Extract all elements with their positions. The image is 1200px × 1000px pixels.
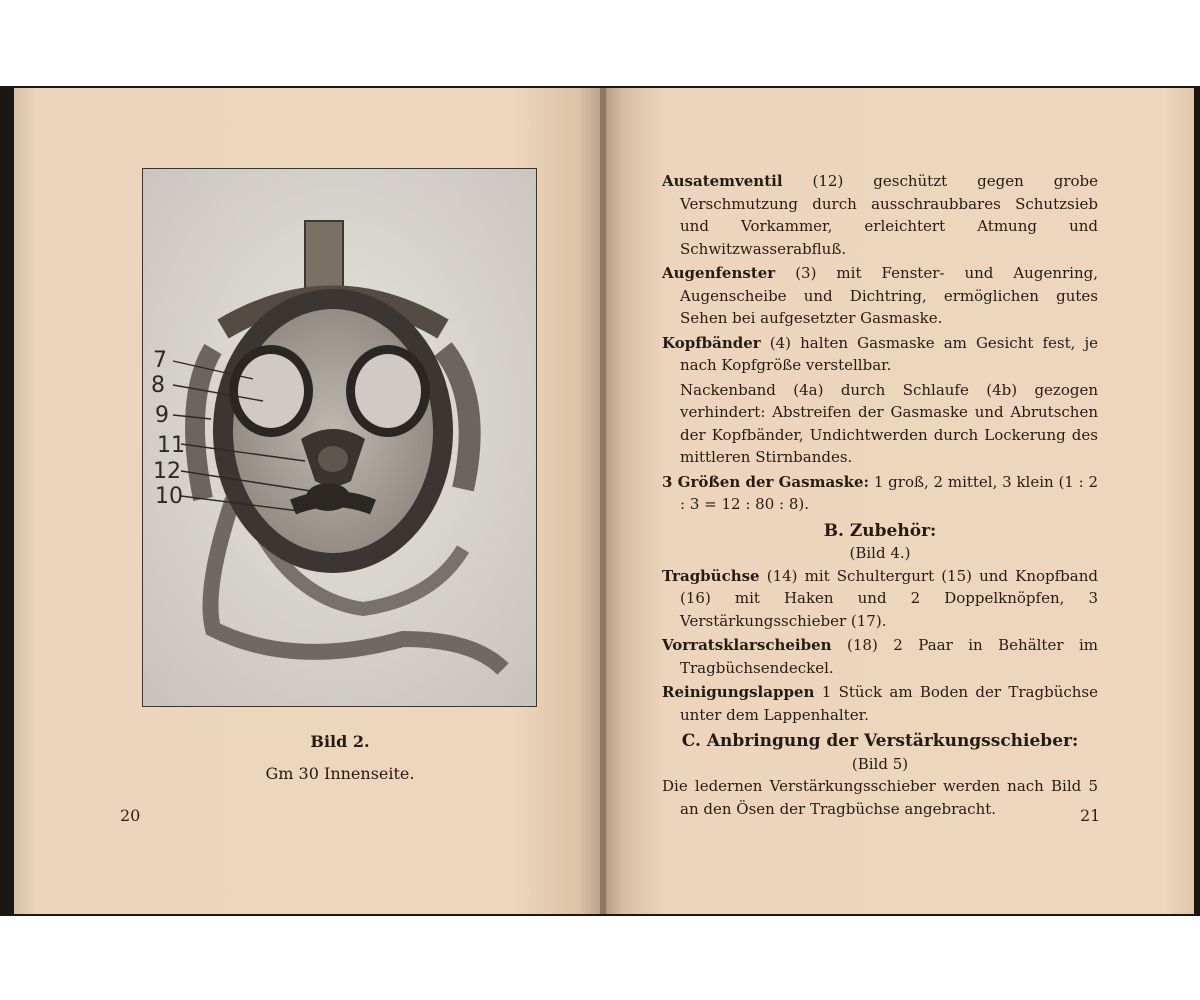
figure-caption-subtitle: Gm 30 Innenseite. bbox=[265, 764, 415, 783]
figure-label: 10 bbox=[155, 484, 183, 509]
paragraph-text: (18) 2 Paar in Behälter im Tragbüchsendeckel. bbox=[680, 636, 1098, 677]
paragraph-ausatemventil bbox=[662, 170, 1098, 260]
gas-mask-photo bbox=[142, 168, 537, 707]
right-page-text bbox=[662, 170, 1098, 822]
paragraph-text: 1 groß, 2 mittel, 3 klein (1 : 2 : 3 = 12 : 80 : 8). bbox=[680, 472, 1098, 513]
paragraph-nackenband bbox=[662, 379, 1098, 469]
paragraph-augenfenster bbox=[662, 262, 1098, 330]
section-b-subheading: (Bild 4.) bbox=[849, 544, 911, 562]
term: Kopfbänder bbox=[662, 333, 761, 352]
paragraph-text: (3) mit Fenster- und Augenring, Augenscheibe und Dichtring, ermöglichen gutes Sehen bei aufgesetzter Gasmaske. bbox=[680, 264, 1098, 327]
term: Reinigungslappen bbox=[662, 683, 815, 701]
section-b-heading: B. Zubehör: bbox=[823, 520, 937, 541]
figure-label: 8 bbox=[151, 373, 165, 398]
paragraph-text: (12) geschützt gegen grobe Verschmutzung durch ausschraubbares Schutzsieb und Vorkammer, erleichtert Atmung und Schwitzwasserabfluß. bbox=[680, 172, 1098, 258]
paragraph-text: (14) mit Schultergurt (15) und Knopfband (16) mit Haken und 2 Doppelknöpfen, 3 Verstärkungsschieber (17). bbox=[680, 566, 1098, 630]
paragraph-kopfbaender bbox=[662, 332, 1098, 377]
page-number-right: 21 bbox=[1080, 806, 1101, 825]
section-c-heading: C. Anbringung der Verstärkungsschieber: bbox=[681, 731, 1079, 751]
term: Augenfenster bbox=[662, 264, 776, 282]
paragraph-anbringung bbox=[662, 775, 1098, 820]
section-c-subheading: (Bild 5) bbox=[851, 754, 909, 773]
gas-mask-illustration bbox=[143, 169, 536, 706]
term: Tragbüchse bbox=[662, 566, 760, 585]
figure-label: 12 bbox=[153, 459, 181, 484]
paragraph-groessen bbox=[662, 471, 1098, 516]
paragraph-text: (4) halten Gasmaske am Gesicht fest, je nach Kopfgröße verstellbar. bbox=[680, 333, 1098, 374]
page-number-left: 20 bbox=[120, 806, 141, 825]
paragraph-text: 1 Stück am Boden der Tragbüchse unter dem Lappenhalter. bbox=[680, 683, 1098, 724]
paragraph-vorratsklarscheiben bbox=[662, 634, 1098, 679]
figure-label: 11 bbox=[157, 433, 185, 458]
term: Ausatemventil bbox=[662, 172, 783, 190]
figure-label: 7 bbox=[153, 348, 167, 373]
term: Vorratsklarscheiben bbox=[662, 636, 832, 654]
figure-caption-title: Bild 2. bbox=[310, 732, 370, 751]
paragraph-text: Nackenband (4a) durch Schlaufe (4b) gezogen verhindert: Abstreifen der Gasmaske und Abrutschen der Kopfbänder, Undichtwerden durch Lockerung des mittleren Stirnbandes. bbox=[680, 380, 1098, 466]
paragraph-text: Die ledernen Verstärkungsschieber werden nach Bild 5 an den Ösen der Tragbüchse angebracht. bbox=[662, 777, 1098, 818]
paragraph-tragbuechse bbox=[662, 565, 1098, 633]
figure-label: 9 bbox=[155, 403, 169, 428]
paragraph-reinigungslappen bbox=[662, 681, 1098, 726]
term: 3 Größen der Gasmaske: bbox=[662, 472, 870, 491]
